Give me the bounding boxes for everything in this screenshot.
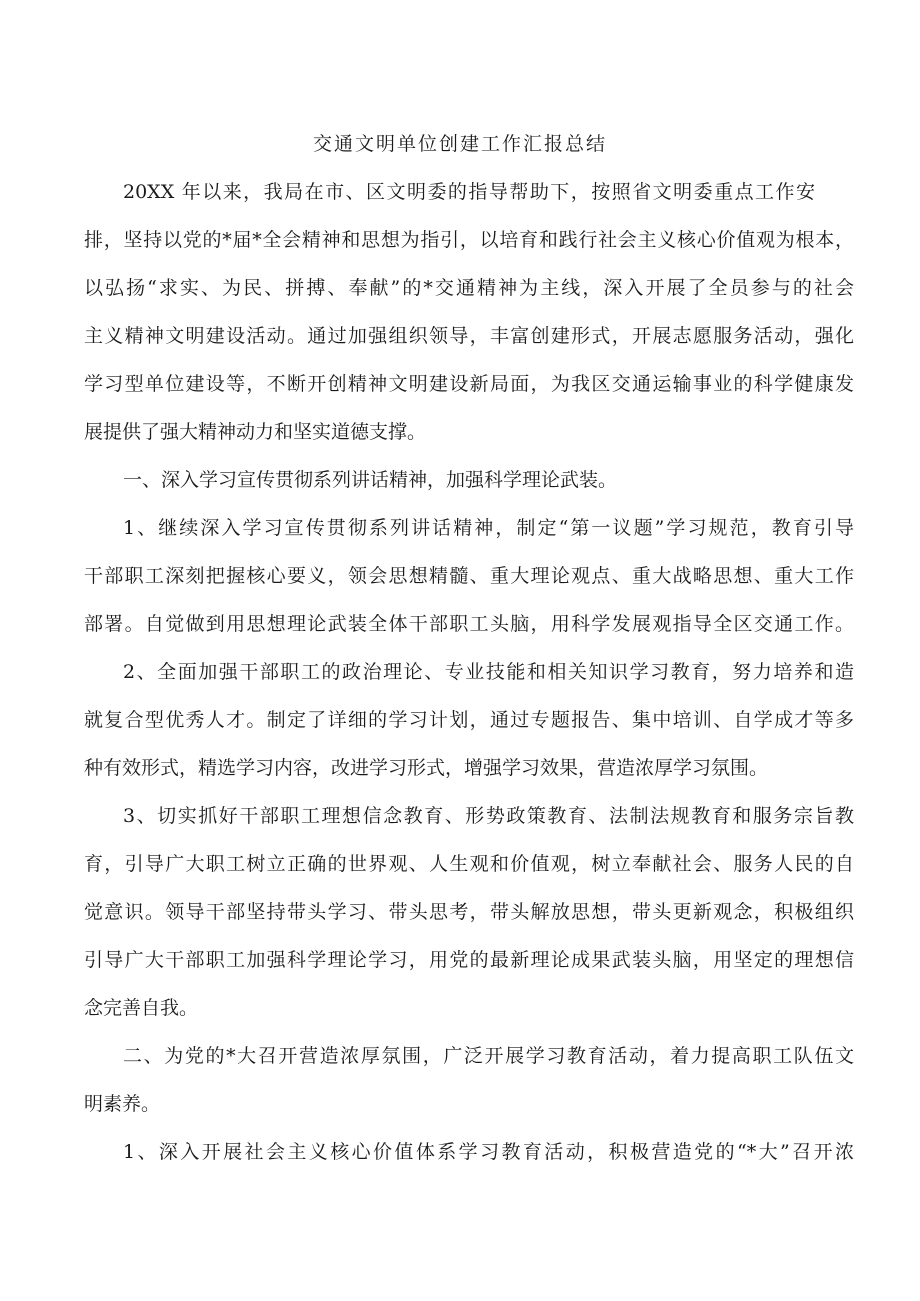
paragraph-line: 展提供了强大精神动力和坚实道德支撑。 bbox=[84, 421, 427, 443]
paragraph-line: 20XX 年以来，我局在市、区文明委的指导帮助下，按照省文明委重点工作安 bbox=[123, 181, 815, 203]
paragraph-line: 干部职工深刻把握核心要义，领会思想精髓、重大理论观点、重大战略思想、重大工作 bbox=[84, 565, 854, 587]
paragraph-line: 觉意识。领导干部坚持带头学习、带头思考，带头解放思想，带头更新观念，积极组织 bbox=[84, 901, 854, 923]
paragraph-line: 主义精神文明建设活动。通过加强组织领导，丰富创建形式，开展志愿服务活动，强化 bbox=[84, 325, 854, 347]
paragraph-line: 就复合型优秀人才。制定了详细的学习计划，通过专题报告、集中培训、自学成才等多 bbox=[84, 709, 854, 731]
paragraph-line: 3、切实抓好干部职工理想信念教育、形势政策教育、法制法规教育和服务宗旨教 bbox=[123, 805, 854, 827]
paragraph-line: 排，坚持以党的*届*全会精神和思想为指引，以培育和践行社会主义核心价值观为根本， bbox=[84, 229, 854, 251]
section-heading: 明素养。 bbox=[84, 1093, 161, 1115]
paragraph-line: 部署。自觉做到用思想理论武装全体干部职工头脑，用科学发展观指导全区交通工作。 bbox=[84, 613, 854, 635]
section-heading: 一、深入学习宣传贯彻系列讲话精神，加强科学理论武装。 bbox=[123, 469, 618, 491]
paragraph-line: 种有效形式，精选学习内容，改进学习形式，增强学习效果，营造浓厚学习氛围。 bbox=[84, 757, 769, 779]
paragraph-line: 1、深入开展社会主义核心价值体系学习教育活动，积极营造党的“*大”召开浓 bbox=[123, 1141, 854, 1163]
paragraph-line: 2、全面加强干部职工的政治理论、专业技能和相关知识学习教育，努力培养和造 bbox=[123, 661, 854, 683]
paragraph-line: 以弘扬“求实、为民、拼搏、奉献”的*交通精神为主线，深入开展了全员参与的社会 bbox=[84, 277, 854, 299]
paragraph-line: 1、继续深入学习宣传贯彻系列讲话精神，制定“第一议题”学习规范，教育引导 bbox=[123, 517, 854, 539]
paragraph-line: 育，引导广大职工树立正确的世界观、人生观和价值观，树立奉献社会、服务人民的自 bbox=[84, 853, 854, 875]
paragraph-line: 引导广大干部职工加强科学理论学习，用党的最新理论成果武装头脑，用坚定的理想信 bbox=[84, 949, 854, 971]
paragraph-line: 念完善自我。 bbox=[84, 997, 199, 1019]
document-title: 交通文明单位创建工作汇报总结 bbox=[312, 133, 607, 155]
paragraph-line: 学习型单位建设等，不断开创精神文明建设新局面，为我区交通运输事业的科学健康发 bbox=[84, 373, 854, 395]
section-heading: 二、为党的*大召开营造浓厚氛围，广泛开展学习教育活动，着力提高职工队伍文 bbox=[123, 1045, 854, 1067]
